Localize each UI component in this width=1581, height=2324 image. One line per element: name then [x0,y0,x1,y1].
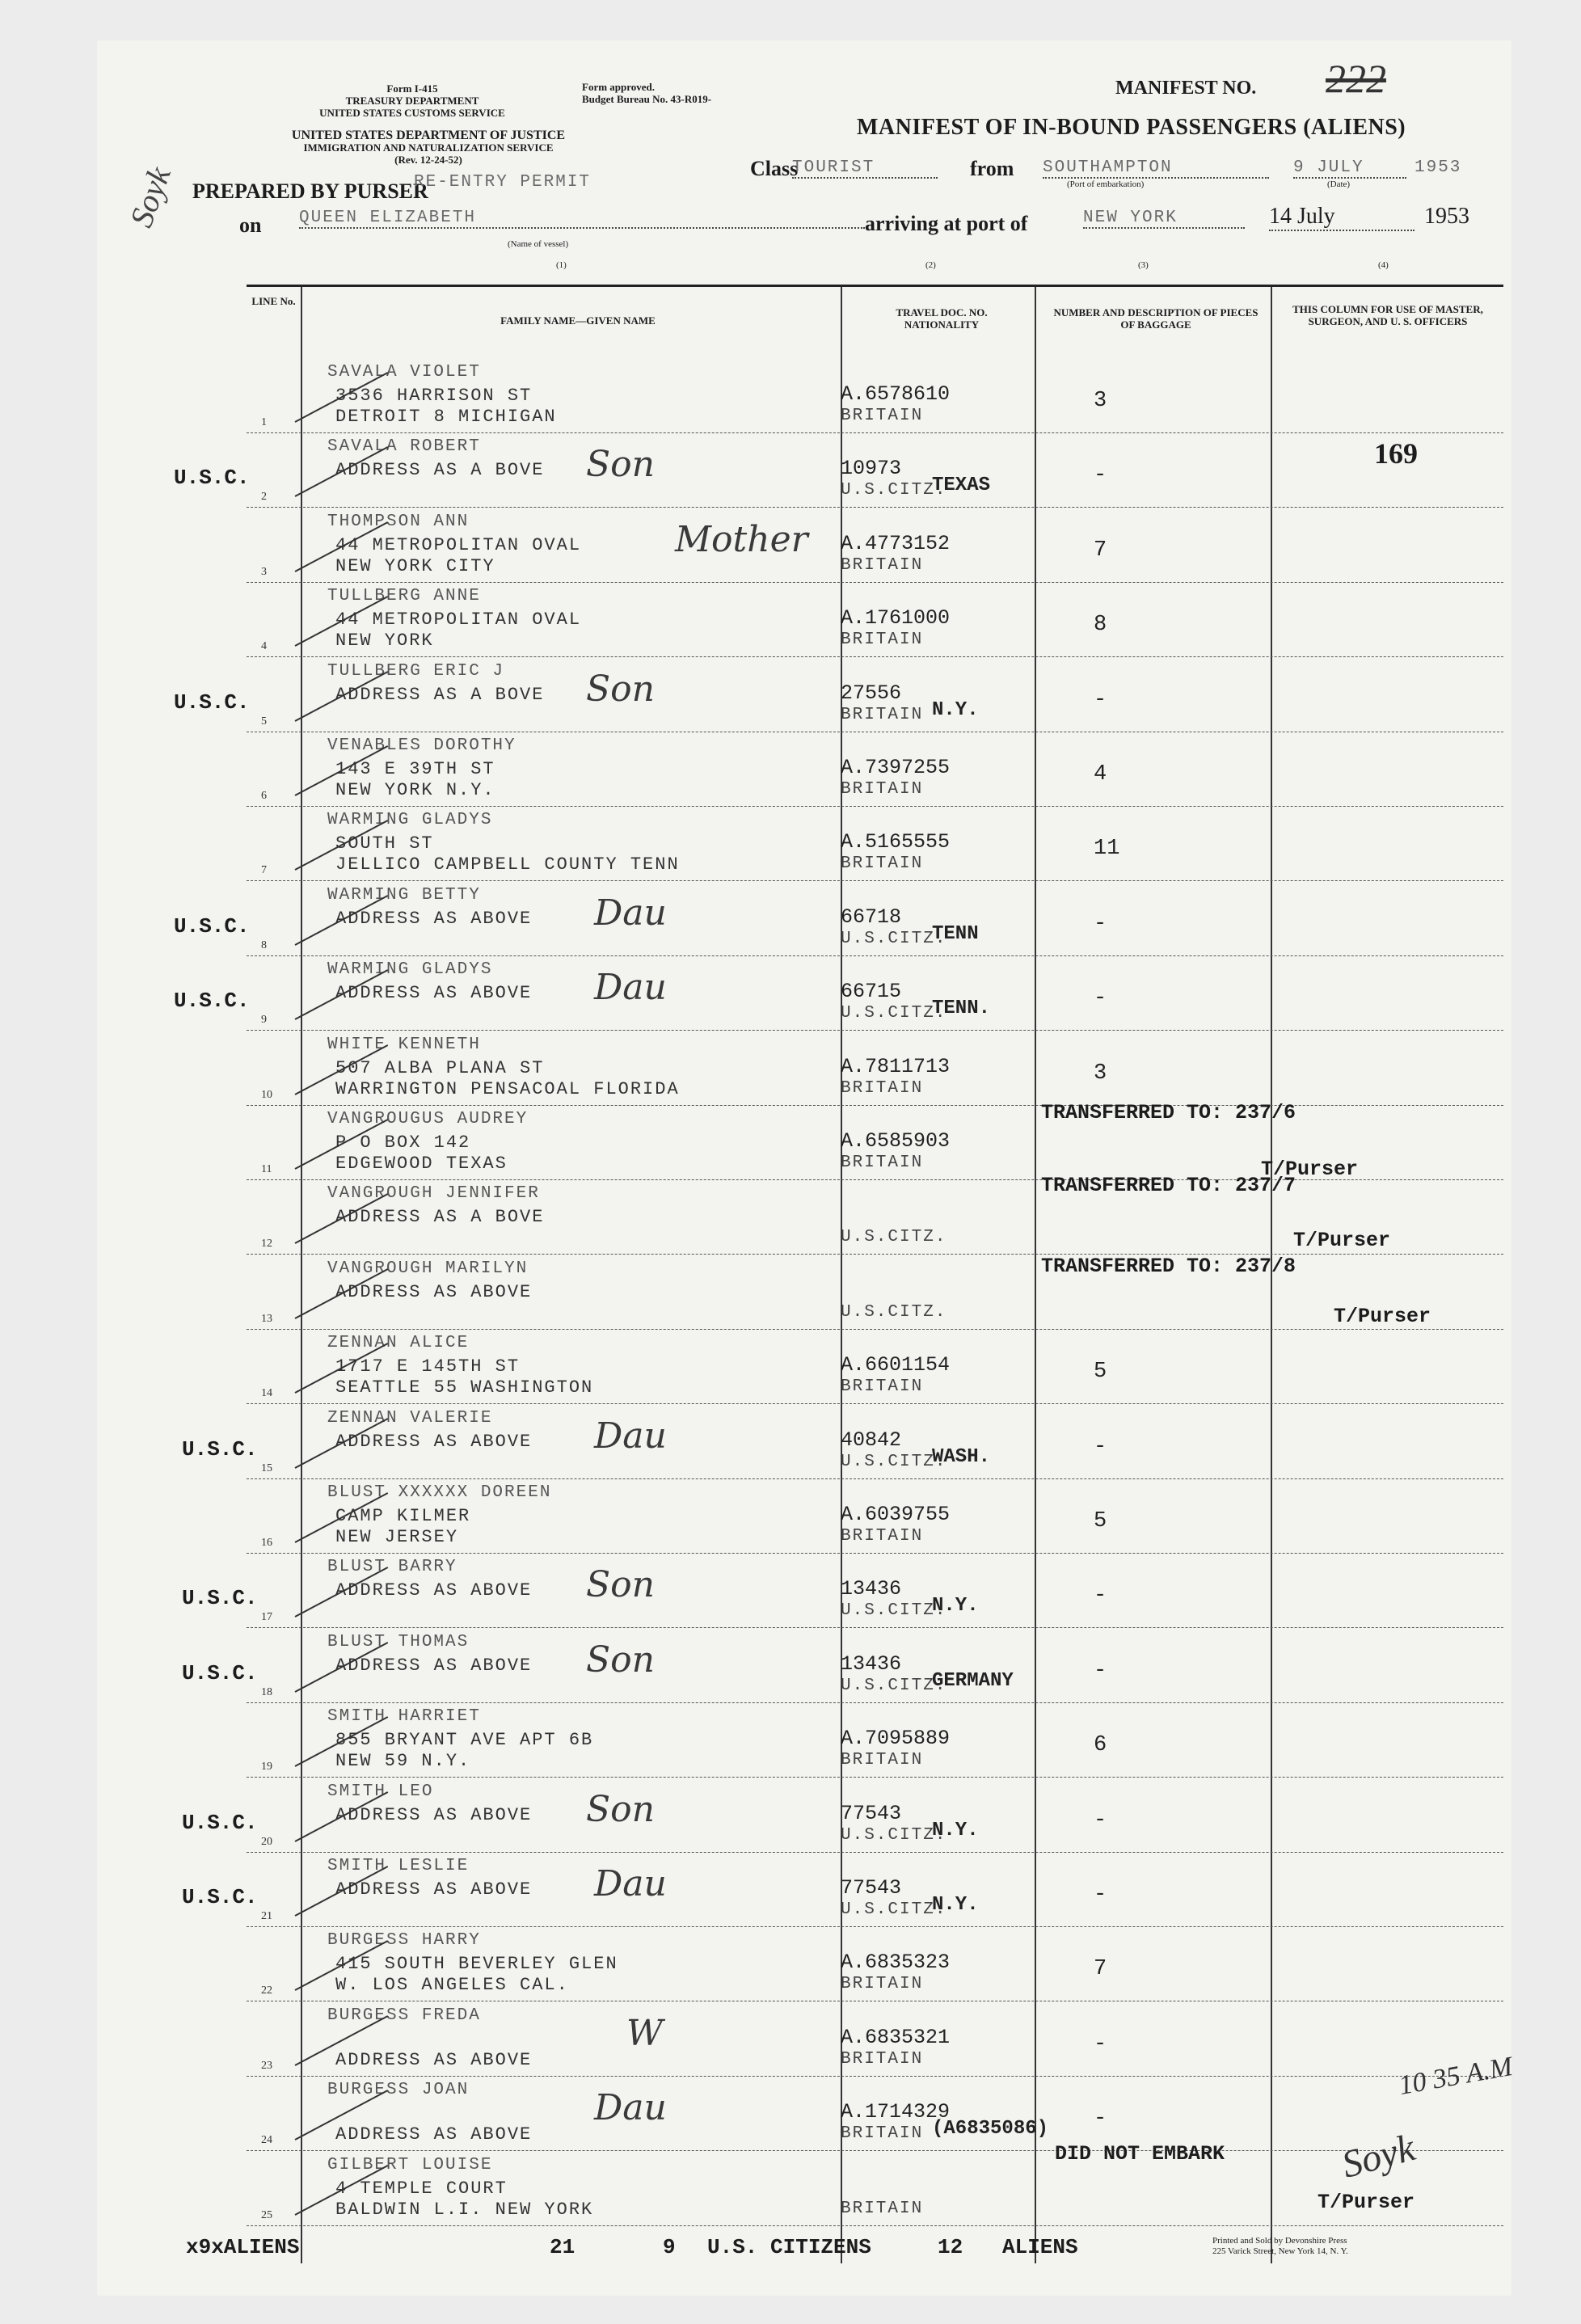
baggage-count: - [1094,1658,1107,1683]
table-row [247,2151,1503,2226]
passenger-name: VANGROUGH MARILYN [327,1259,529,1278]
purser-label-4: T/Purser [1318,2191,1415,2214]
line-number: 19 [261,1761,272,1774]
address-line-1: 143 E 39TH ST [335,759,495,779]
arrival-date: 14 July [1269,204,1414,231]
relation-handwriting: W [626,2012,664,2054]
col-header-officers: THIS COLUMN FOR USE OF MASTER, SURGEON, AND U. S. OFFICERS [1292,303,1483,327]
travel-doc-number: 40842 [841,1428,902,1452]
relation-handwriting: Dau [594,892,667,934]
nationality: BRITAIN [841,2199,924,2218]
doj-title: UNITED STATES DEPARTMENT OF JUSTICE [291,129,566,142]
passenger-name: THOMPSON ANN [327,512,470,531]
nationality: BRITAIN [841,1975,924,1994]
usc-marker: U.S.C. [182,1810,258,1835]
line-number: 24 [261,2134,272,2147]
baggage-count: 7 [1094,1957,1107,1982]
date-label: (Date) [1327,179,1351,189]
line-number: 4 [261,640,267,653]
line-number: 15 [261,1461,272,1474]
address-line-2: DETROIT 8 MICHIGAN [335,407,557,427]
relation-handwriting: Dau [594,967,667,1009]
line-number: 17 [261,1611,272,1624]
nationality: U.S.CITZ. [841,1676,947,1695]
line-number: 22 [261,1984,272,1997]
travel-doc-number: A.6578610 [841,382,951,406]
nationality-note: TENN [932,922,979,945]
table-row [247,1628,1503,1703]
nationality: BRITAIN [841,854,924,874]
address-line-1: ADDRESS AS ABOVE [335,983,533,1004]
line-number: 20 [261,1835,272,1848]
line-number: 9 [261,1014,267,1027]
col-num-1: (1) [556,260,567,270]
transfer-note-1: TRANSFERRED TO: 237/6 [1041,1101,1296,1124]
table-row [247,1778,1503,1853]
nationality: BRITAIN [841,1527,924,1546]
baggage-count: - [1094,1434,1107,1459]
date-value: 9 JULY [1293,158,1406,179]
nationality: BRITAIN [841,407,924,425]
line-number: 14 [261,1387,272,1400]
passenger-name: VENABLES DOROTHY [327,736,516,755]
table-row [247,881,1503,956]
manifest-no-value: 222 [1326,56,1386,101]
address-line-2: NEW 59 N.Y. [335,1751,471,1772]
address-line-1: P O BOX 142 [335,1132,471,1153]
purser-label-1: T/Purser [1261,1158,1359,1181]
arrival-year: 1953 [1424,204,1469,229]
relation-handwriting: Son [586,1639,655,1681]
travel-doc-number: A.5165555 [841,830,951,854]
baggage-count: 11 [1094,837,1120,862]
col-header-name: FAMILY NAME—GIVEN NAME [500,314,656,327]
address-line-1: ADDRESS AS ABOVE [335,908,533,929]
table-row [247,508,1503,583]
address-line-2: WARRINGTON PENSACOAL FLORIDA [335,1078,680,1099]
travel-doc-number: 13436 [841,1577,902,1601]
arrival-port: NEW YORK [1083,209,1245,229]
address-line-2: NEW YORK N.Y. [335,780,495,800]
address-line-1: ADDRESS AS ABOVE [335,1655,533,1676]
baggage-count: - [1094,687,1107,712]
address-line-1: 507 ALBA PLANA ST [335,1057,545,1078]
line-number: 6 [261,790,267,802]
time-handwriting: 10 35 A.M [1396,2051,1516,2102]
baggage-count: 8 [1094,613,1107,638]
usc-marker: U.S.C. [182,1586,258,1611]
treasury-dept: TREASURY DEPARTMENT [345,95,479,107]
officer-number: 169 [1374,437,1418,470]
passenger-name: BLUST BARRY [327,1558,457,1577]
arriving-label: arriving at port of [865,212,1028,235]
baggage-count: 6 [1094,1733,1107,1758]
usc-marker: U.S.C. [182,1885,258,1909]
travel-doc-number: A.1761000 [841,606,951,631]
baggage-count: - [1094,986,1107,1011]
passenger-name: SAVALA VIOLET [327,363,481,382]
relation-handwriting: Son [586,1564,655,1606]
vessel-label: (Name of vessel) [508,239,569,249]
address-line-2: EDGEWOOD TEXAS [335,1154,508,1174]
table-row [247,1404,1503,1479]
nationality: U.S.CITZ. [841,1004,947,1023]
address-line-1: CAMP KILMER [335,1506,471,1526]
nationality: U.S.CITZ. [841,1825,947,1845]
travel-doc-number: 77543 [841,1876,902,1900]
baggage-count: - [1094,911,1107,936]
travel-doc-number: 66715 [841,980,902,1004]
line-number: 13 [261,1312,272,1325]
travel-doc-number: A.7811713 [841,1054,951,1078]
line-number: 25 [261,2208,272,2221]
line-number: 21 [261,1910,272,1922]
printer-line-2: 225 Varick Street, New York 14, N. Y. [1212,2246,1348,2256]
passenger-name: TULLBERG ANNE [327,587,481,606]
col-num-3: (3) [1138,260,1149,270]
table-row [247,1852,1503,1927]
address-line-2: ADDRESS AS ABOVE [335,2124,533,2145]
passenger-name: WHITE KENNETH [327,1035,481,1054]
travel-doc-number: A.4773152 [841,531,951,555]
nationality: U.S.CITZ. [841,1900,947,1919]
passenger-table [247,285,1503,2263]
footer-total: 21 [550,2235,575,2259]
line-number: 7 [261,864,267,877]
travel-doc-number: 10973 [841,457,902,481]
passenger-name: VANGROUGUS AUDREY [327,1110,529,1128]
nationality: BRITAIN [841,631,924,650]
relation-handwriting: Son [586,1788,655,1830]
passenger-name: ZENNAN ALICE [327,1334,470,1353]
address-line-1: ADDRESS AS ABOVE [335,1804,533,1825]
col-num-2: (2) [925,260,936,270]
address-line-2: SEATTLE 55 WASHINGTON [335,1377,594,1398]
passenger-name: SAVALA ROBERT [327,437,481,457]
nationality-note: GERMANY [932,1669,1014,1692]
nationality: U.S.CITZ. [841,1452,947,1471]
passenger-name: SMITH LEO [327,1782,434,1801]
nationality-note: N.Y. [932,698,979,721]
did-not-embark: DID NOT EMBARK [1055,2142,1225,2166]
address-line-1: 1717 E 145TH ST [335,1356,521,1377]
baggage-count: 7 [1094,538,1107,563]
address-line-2: W. LOS ANGELES CAL. [335,1975,569,1996]
line-number: 16 [261,1537,272,1549]
table-row [247,1926,1503,2001]
col-header-doc: TRAVEL DOC. NO. NATIONALITY [896,306,988,331]
table-row [247,1031,1503,1106]
vessel-value: QUEEN ELIZABETH [299,209,865,229]
line-number: 2 [261,491,267,504]
nationality: U.S.CITZ. [841,1302,947,1322]
table-row [247,2001,1503,2077]
form-number: Form I-415 [386,82,438,95]
prepared-by: PREPARED BY PURSER [192,179,428,203]
table-row [247,358,1503,433]
nationality: BRITAIN [841,2124,924,2144]
purser-label-2: T/Purser [1293,1229,1391,1252]
passenger-name: BLUST THOMAS [327,1632,470,1651]
travel-doc-number: 13436 [841,1651,902,1676]
baggage-count: - [1094,463,1107,488]
travel-doc-number: 77543 [841,1801,902,1825]
baggage-count: - [1094,1584,1107,1609]
line-number: 18 [261,1685,272,1698]
address-line-1: 44 METROPOLITAN OVAL [335,609,582,631]
line-number: 3 [261,565,267,578]
baggage-count: 3 [1094,1061,1107,1086]
address-line-1: 44 METROPOLITAN OVAL [335,534,582,555]
address-line-1: 855 BRYANT AVE APT 6B [335,1730,594,1751]
from-value: SOUTHAMPTON [1043,158,1269,179]
travel-doc-number: A.6585903 [841,1129,951,1153]
line-number: 23 [261,2059,272,2072]
table-row [247,732,1503,807]
printer-credit [1212,2236,1348,2257]
address-line-1: 3536 HARRISON ST [335,386,533,406]
address-line-2: NEW YORK CITY [335,555,495,576]
passenger-name: WARMING BETTY [327,885,481,905]
baggage-count: 3 [1094,389,1107,413]
line-number: 10 [261,1088,272,1101]
footer-us-label: U.S. CITIZENS [707,2235,871,2259]
nationality: BRITAIN [841,2049,924,2069]
baggage-count: - [1094,1883,1107,1907]
nationality: U.S.CITZ. [841,929,947,948]
passenger-name: WARMING GLADYS [327,811,493,830]
class-label: Class [750,157,799,180]
passenger-name: BLUST XXXXXX DOREEN [327,1483,552,1502]
form-header-left [307,82,517,119]
port-embark-label: (Port of embarkation) [1067,179,1145,189]
from-label: from [970,157,1014,180]
doj-block [242,129,614,166]
usc-marker: U.S.C. [174,913,250,938]
travel-doc-number: A.7095889 [841,1727,951,1751]
line-number: 1 [261,416,267,428]
address-line-2: BALDWIN L.I. NEW YORK [335,2199,594,2220]
nationality: U.S.CITZ. [841,1601,947,1621]
passenger-name: SMITH LESLIE [327,1857,470,1875]
address-line-2: NEW JERSEY [335,1527,459,1547]
year-value: 1953 [1414,158,1462,177]
approval-block [582,81,800,105]
printer-line-1: Printed and Sold by Devonshire Press [1212,2236,1347,2246]
nationality-note: N.Y. [932,1819,979,1841]
line-number: 11 [261,1163,272,1175]
usc-marker: U.S.C. [182,1660,258,1685]
approval-line-1: Form approved. [582,81,656,93]
table-row [247,432,1503,508]
address-line-1: ADDRESS AS ABOVE [335,1580,533,1601]
relation-handwriting: Son [586,444,655,486]
table-row [247,806,1503,881]
passenger-name: BURGESS FREDA [327,2006,481,2025]
purser-label-3: T/Purser [1334,1305,1431,1328]
line-number: 12 [261,1238,272,1251]
nationality-note: TENN. [932,998,991,1020]
table-row [247,582,1503,657]
manifest-title: MANIFEST OF IN-BOUND PASSENGERS (ALIENS) [857,115,1406,140]
nationality: BRITAIN [841,705,924,724]
line-number: 5 [261,715,267,728]
baggage-count: 5 [1094,1360,1107,1385]
passenger-name: VANGROUGH JENNIFER [327,1184,540,1204]
table-row [247,657,1503,732]
address-line-1: 415 SOUTH BEVERLEY GLEN [335,1954,618,1975]
travel-doc-number: A.1714329 [841,2100,951,2124]
nationality-note: TEXAS [932,475,991,497]
address-line-1: 4 TEMPLE COURT [335,2178,508,2199]
travel-doc-number: A.6835321 [841,2025,951,2049]
margin-handwriting: Soyk [122,162,178,232]
passenger-name: SMITH HARRIET [327,1707,481,1727]
nationality-note: WASH. [932,1445,991,1468]
line-number: 8 [261,938,267,951]
baggage-count: 5 [1094,1509,1107,1533]
footer-us-count: 9 [663,2235,676,2259]
table-row [247,2076,1503,2151]
nationality: U.S.CITZ. [841,481,947,500]
customs-service: UNITED STATES CUSTOMS SERVICE [319,107,505,119]
table-row [247,1553,1503,1628]
address-line-1: ADDRESS AS A BOVE [335,1207,545,1228]
address-line-2: ADDRESS AS ABOVE [335,2049,533,2070]
nationality: BRITAIN [841,1078,924,1098]
usc-marker: U.S.C. [174,466,250,491]
nationality: BRITAIN [841,1154,924,1172]
passenger-name: BURGESS HARRY [327,1931,481,1951]
table-row [247,1329,1503,1404]
relation-handwriting: Dau [594,2087,667,2129]
passenger-name: GILBERT LOUISE [327,2155,493,2174]
address-line-1: ADDRESS AS A BOVE [335,460,545,481]
table-row [247,1255,1503,1330]
usc-marker: U.S.C. [182,1436,258,1461]
footer-alien-label: ALIENS [1002,2235,1078,2259]
usc-marker: U.S.C. [174,690,250,715]
table-row [247,1702,1503,1778]
relation-handwriting: Dau [594,1415,667,1457]
address-line-1: ADDRESS AS ABOVE [335,1431,533,1452]
passenger-name: TULLBERG ERIC J [327,661,505,681]
relation-handwriting: Mother [675,518,808,560]
address-line-1: SOUTH ST [335,833,434,854]
relation-handwriting: Son [586,668,655,710]
address-line-2: NEW YORK [335,631,434,652]
col-num-4: (4) [1378,260,1389,270]
travel-doc-number: A.6039755 [841,1503,951,1526]
relation-handwriting: Dau [594,1863,667,1904]
reentry-permit: RE-ENTRY PERMIT [414,173,592,192]
travel-doc-number: 66718 [841,905,902,929]
baggage-count: - [1094,2031,1107,2056]
address-line-1: ADDRESS AS ABOVE [335,1281,533,1302]
manifest-no-label: MANIFEST NO. [1115,78,1257,99]
nationality: BRITAIN [841,555,924,575]
baggage-count: - [1094,1807,1107,1833]
address-line-2: JELLICO CAMPBELL COUNTY TENN [335,854,680,875]
baggage-count: - [1094,2107,1107,2132]
address-line-1: ADDRESS AS A BOVE [335,684,545,705]
col-header-line: LINE No. [251,295,296,307]
travel-doc-number: A.7397255 [841,756,951,779]
passenger-name: ZENNAN VALERIE [327,1408,493,1428]
nationality-note: N.Y. [932,1894,979,1916]
col-header-baggage: NUMBER AND DESCRIPTION OF PIECES OF BAGGAGE [1053,306,1258,331]
transfer-note-3: TRANSFERRED TO: 237/8 [1041,1255,1296,1278]
passenger-name: WARMING GLADYS [327,960,493,980]
on-label: on [239,213,262,237]
table-row [247,955,1503,1031]
class-value: TOURIST [792,158,938,179]
transfer-note-2: TRANSFERRED TO: 237/7 [1041,1174,1296,1197]
travel-doc-number: 27556 [841,681,902,705]
footer-aliens-struck: x9xALIENS [186,2235,300,2259]
address-line-1: ADDRESS AS ABOVE [335,1879,533,1900]
nationality: BRITAIN [841,1751,924,1770]
signature-handwriting: Soyk [1337,2126,1419,2187]
nationality: U.S.CITZ. [841,1228,947,1247]
usc-marker: U.S.C. [174,989,250,1014]
passenger-name: BURGESS JOAN [327,2081,470,2100]
footer-alien-count: 12 [938,2235,963,2259]
table-row [247,1478,1503,1554]
nationality: BRITAIN [841,1377,924,1397]
travel-doc-number: A.6601154 [841,1353,951,1377]
baggage-count: 4 [1094,762,1107,787]
travel-doc-number: A.6835323 [841,1951,951,1975]
nationality-note: (A6835086) [932,2118,1049,2141]
approval-line-2: Budget Bureau No. 43-R019- [582,93,712,105]
nationality-note: N.Y. [932,1595,979,1618]
nationality: BRITAIN [841,780,924,799]
ins-title: IMMIGRATION AND NATURALIZATION SERVICE [303,141,554,154]
revision: (Rev. 12-24-52) [394,154,462,166]
